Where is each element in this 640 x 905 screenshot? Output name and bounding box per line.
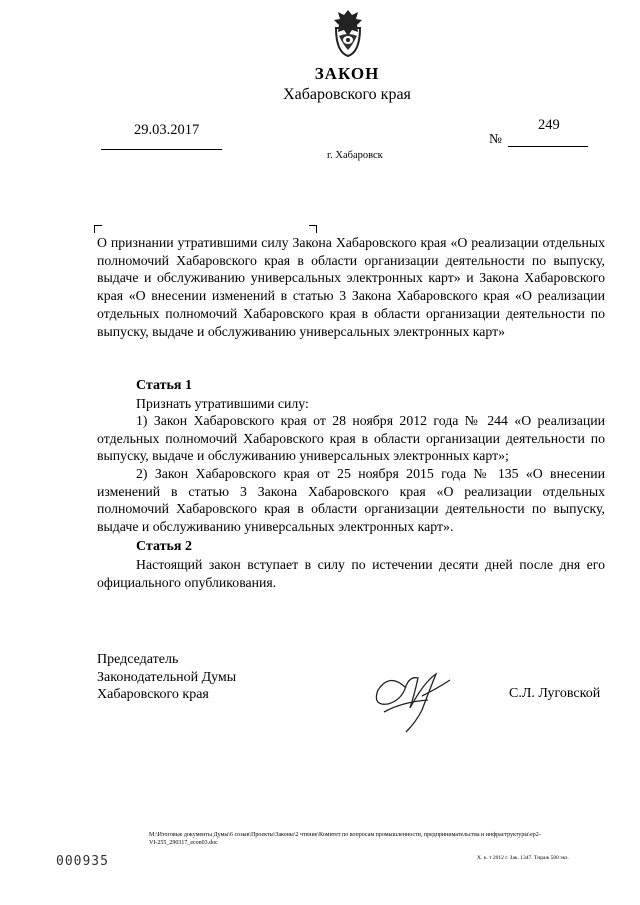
file-path-footer bbox=[149, 831, 609, 847]
signatory-title-line-2: Законодательной Думы bbox=[97, 670, 237, 685]
article-1-item-1: 1) Закон Хабаровского края от 28 ноября 2012 года № 244 «О реализации отдельных полномочий Хабаровского края в области организации деятельности по выпуску, выдаче и обслуживанию универсальных электронных карт»; bbox=[97, 413, 605, 464]
article-1-intro: Признать утратившими силу: bbox=[136, 396, 309, 411]
signatory-name: С.Л. Луговской bbox=[509, 686, 601, 701]
city-label: г. Хабаровск bbox=[327, 150, 383, 161]
document-title: ЗАКОН bbox=[314, 64, 380, 83]
bracket-corner-left bbox=[94, 225, 102, 233]
bracket-corner-right bbox=[309, 225, 317, 233]
file-path-line-1: M:\Итоговые документы Думы\6 созыв\Проекты\Законы\2 чтение\Комитет по вопросам промышленности, предпринимательства и инфраструктуры\ер2- bbox=[149, 832, 541, 838]
signatory-title-line-1: Председатель bbox=[97, 652, 179, 667]
article-2-text: Настоящий закон вступает в силу по истечении десяти дней после дня его официального опубликования. bbox=[97, 557, 605, 590]
number-underline bbox=[508, 146, 588, 147]
article-1-heading: Статья 1 bbox=[136, 378, 192, 393]
serial-stamp: 000935 bbox=[56, 854, 109, 869]
file-path-line-2: VI-255_290317_econ03.doc bbox=[149, 840, 218, 846]
preamble-text: О признании утратившими силу Закона Хабаровского края «О реализации отдельных полномочий Хабаровского края в области организации деятельности по выпуску, выдаче и обслуживанию универсальных электронных карт» и Закона Хабаровского края «О внесении изменений в статью 3 Закона Хабаровского края «О реализации отдельных полномочий Хабаровского края в области организации деятельности по выпуску, выдаче и обслуживанию универсальных электронных карт» bbox=[97, 235, 605, 339]
coat-of-arms-icon bbox=[322, 6, 374, 58]
number-label: № bbox=[489, 131, 502, 146]
article-2-heading: Статья 2 bbox=[136, 539, 192, 554]
signatory-title-line-3: Хабаровского края bbox=[97, 687, 209, 702]
print-info: Х. к. т 2012 г. Зак. 1347. Тираж 500 экз. bbox=[477, 855, 569, 861]
date-underline bbox=[101, 149, 222, 150]
document-subtitle: Хабаровского края bbox=[283, 86, 411, 103]
document-number: 249 bbox=[538, 117, 560, 133]
article-1-item-2: 2) Закон Хабаровского края от 25 ноября 2015 года № 135 «О внесении изменений в статью 3 Закона Хабаровского края «О реализации отдельных полномочий Хабаровского края в области организации деятельности по выпуску, выдаче и обслуживанию универсальных электронных карт». bbox=[97, 466, 605, 535]
handwritten-signature bbox=[366, 666, 466, 738]
document-date: 29.03.2017 bbox=[134, 122, 200, 138]
